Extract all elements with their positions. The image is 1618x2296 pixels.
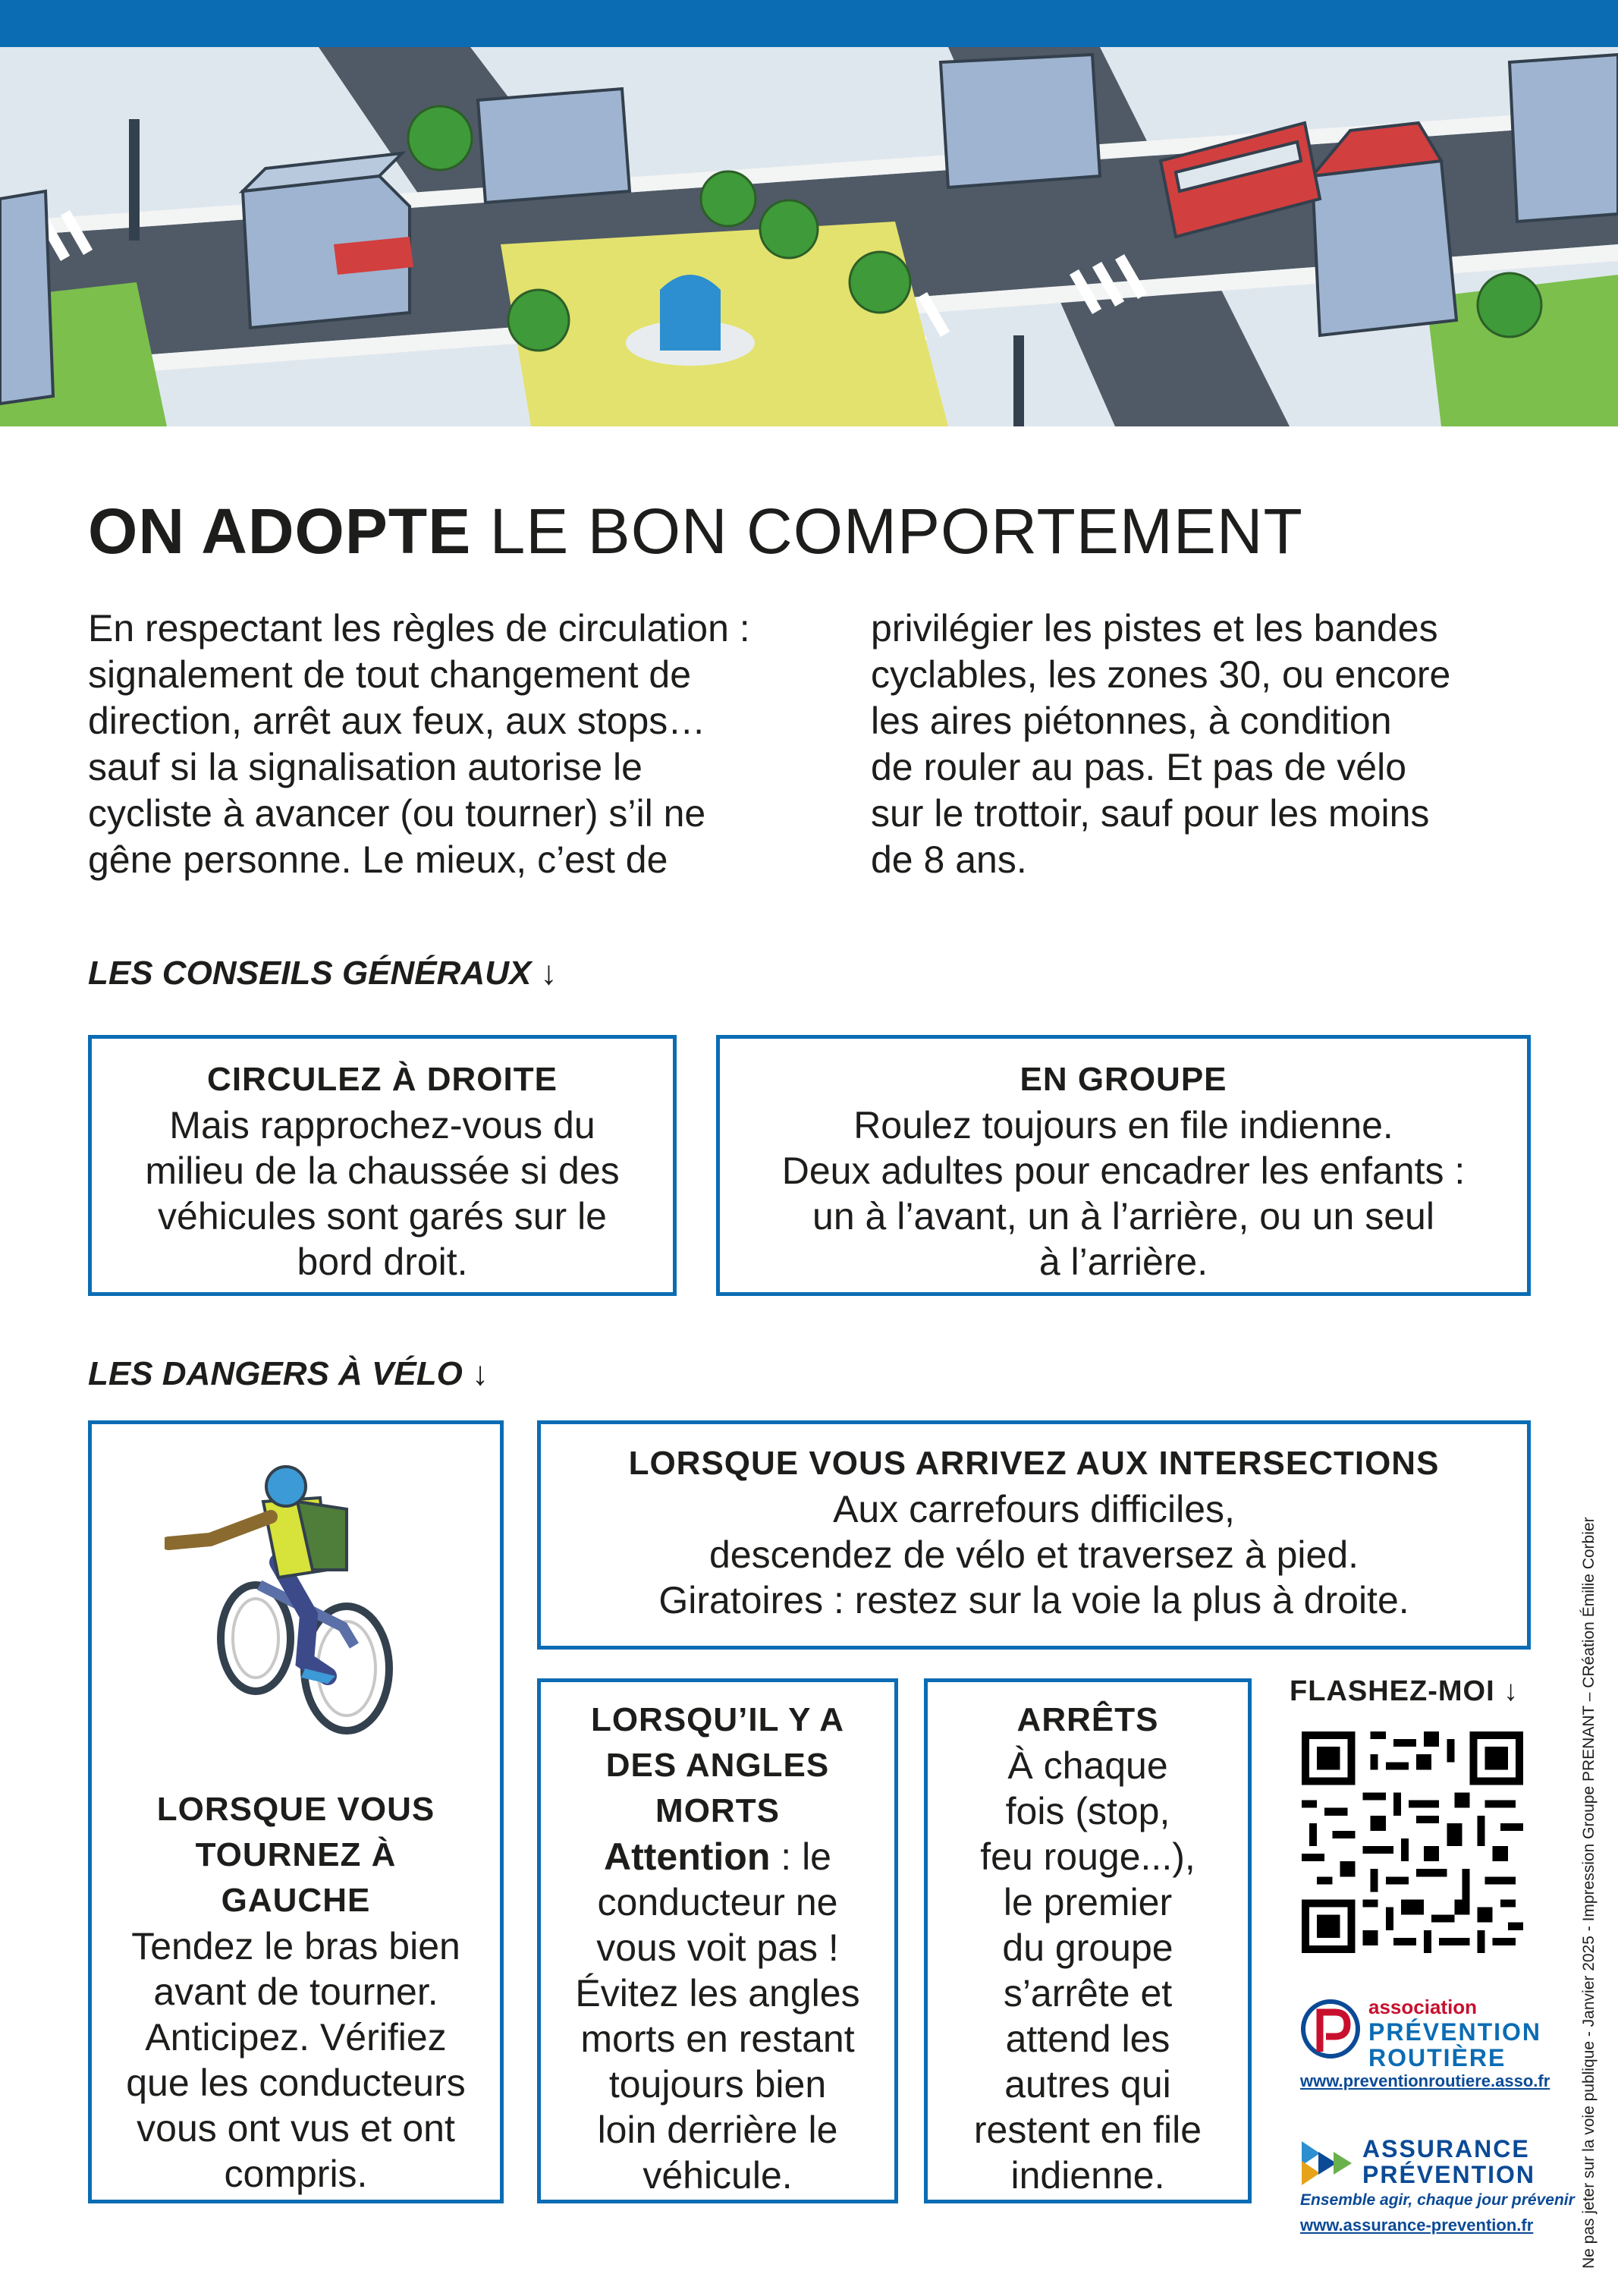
box-heading: CIRCULEZ À DROITE — [207, 1061, 558, 1098]
qr-code-icon[interactable] — [1302, 1731, 1523, 1953]
box-text: Mais rapprochez-vous du milieu de la chaussée si des véhicules sont garés sur le bord droit. — [145, 1104, 620, 1283]
assurance-prevention-link[interactable]: www.assurance-prevention.fr — [1300, 2216, 1534, 2235]
title-bold: ON ADOPTE — [88, 495, 472, 567]
logo-tagline: Ensemble agir, chaque jour prévenir — [1300, 2191, 1575, 2209]
prevention-routiere-logo — [1300, 1996, 1550, 2102]
danger-box-stops — [924, 1678, 1252, 2203]
box-heading: ARRÊTS — [1016, 1701, 1159, 1738]
box-heading: EN GROUPE — [1019, 1061, 1227, 1098]
danger-box-intersections — [537, 1420, 1531, 1650]
attention-word: Attention — [604, 1835, 771, 1878]
town-crossroads-illustration — [0, 47, 1618, 426]
assurance-prevention-logo — [1300, 2134, 1575, 2235]
cyclist-signaling-icon — [165, 1456, 438, 1760]
box-heading: LORSQU’IL Y A DES ANGLES MORTS — [590, 1701, 845, 1829]
box-heading: LORSQUE VOUS ARRIVEZ AUX INTERSECTIONS — [628, 1445, 1440, 1482]
box-text: Tendez le bras bien avant de tourner. Anticipez. Vérifiez que les conducteurs vous ont vus et ont compris. — [126, 1925, 466, 2195]
advice-box-keep-right — [88, 1035, 677, 1296]
vertical-imprint-text: Ne pas jeter sur la voie publique - Janvier 2025 - Impression Groupe PRENANT – CRéation Émilie Corbier — [1580, 1517, 1598, 2269]
logo-line-association: association — [1368, 1996, 1478, 2018]
box-heading: LORSQUE VOUS TOURNEZ À GAUCHE — [156, 1791, 435, 1919]
prevention-routiere-link[interactable]: www.preventionroutiere.asso.fr — [1300, 2071, 1550, 2090]
section-cycling-dangers: LES DANGERS À VÉLO ↓ — [88, 1355, 489, 1392]
box-text: conducteur ne vous voit pas ! Évitez les angles morts en restant toujours bien loin derrière le véhicule. — [575, 1881, 860, 2197]
first-line-rest: : le — [770, 1835, 831, 1878]
box-text: Roulez toujours en file indienne. Deux adultes pour encadrer les enfants : un à l’avant, un à l’arrière, ou un seul à l’arrière. — [781, 1104, 1466, 1283]
title-regular: LE BON COMPORTEMENT — [471, 495, 1303, 567]
box-text-first-line — [541, 1834, 894, 1879]
box-text: Aux carrefours difficiles, descendez de vélo et traversez à pied. Giratoires : restez sur la voie la plus à droite. — [658, 1488, 1409, 1621]
danger-box-turn-left — [88, 1420, 504, 2203]
assurance-prevention-mark-icon — [1300, 2138, 1355, 2188]
box-text: À chaque fois (stop, feu rouge...), le premier du groupe s’arrête et attend les autres qui restent en file indienne. — [973, 1744, 1202, 2197]
logo-line-assurance: ASSURANCE — [1362, 2135, 1530, 2162]
intro-right-column: privilégier les pistes et les bandes cyclables, les zones 30, ou encore les aires piétonnes, à condition de rouler au pas. Et pas de vélo sur le trottoir, sauf pour les moins de 8 ans. — [871, 607, 1451, 881]
prevention-routiere-mark-icon — [1300, 1999, 1361, 2067]
section-general-advice: LES CONSEILS GÉNÉRAUX ↓ — [88, 955, 558, 992]
logo-line-routiere: ROUTIÈRE — [1368, 2044, 1506, 2071]
logo-line-prevention: PRÉVENTION — [1362, 2161, 1536, 2188]
page-title — [88, 493, 1529, 569]
intro-left-column: En respectant les règles de circulation : signalement de tout changement de direction, arrêt aux feux, aux stops… sauf si la signalisation autorise le cycliste à avancer (ou tourner) s’il ne gêne personne. Le mieux, c’est de — [88, 607, 750, 881]
logo-line-prevention: PRÉVENTION — [1368, 2018, 1542, 2046]
advice-box-group — [716, 1035, 1531, 1296]
danger-box-blind-spots — [537, 1678, 898, 2203]
top-color-bar — [0, 0, 1618, 47]
qr-label: FLASHEZ-MOI ↓ — [1290, 1675, 1519, 1707]
